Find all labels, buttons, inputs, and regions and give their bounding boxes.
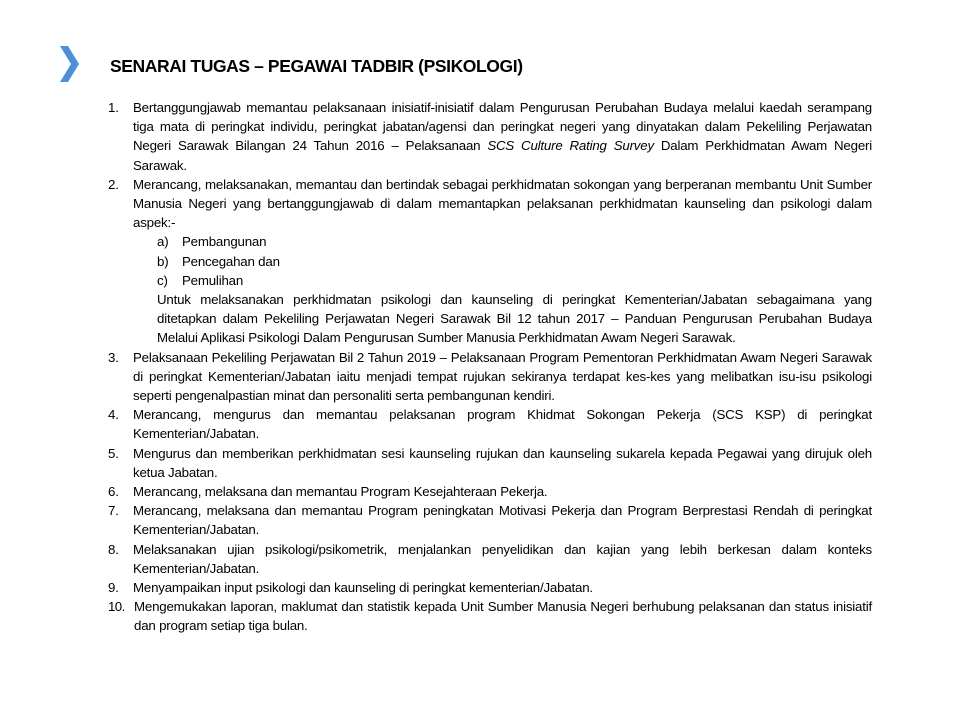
item-number: 2. xyxy=(108,176,119,192)
sub-item-label: a) xyxy=(157,234,169,250)
item-text xyxy=(133,175,872,348)
item-number: 3. xyxy=(108,349,119,365)
item-text-part: Bertanggungjawab memantau pelaksanaan inisiatif-inisiatif dalam Pengurusan Perubahan Budaya melalui kaedah serampang tiga mata di peringkat individu, peringkat jabatan/agensi dan peringkat negeri yang dinyatakan dalam Pekeliling Perjawatan Negeri Sarawak Bilangan 24 Tahun 2016 – Pelaksanaan xyxy=(133,100,872,154)
sub-item-text: Pencegahan dan xyxy=(182,253,280,269)
sub-item xyxy=(157,232,872,251)
list-item xyxy=(108,578,872,597)
item-number: 9. xyxy=(108,580,119,596)
item-number: 5. xyxy=(108,445,119,461)
item-number: 4. xyxy=(108,407,119,423)
page-title: SENARAI TUGAS – PEGAWAI TADBIR (PSIKOLOGI) xyxy=(110,56,523,76)
item-number: 8. xyxy=(108,541,119,557)
item-text-part: Dalam Perkhidmatan Awam Negeri Sarawak. xyxy=(133,138,873,173)
sub-item xyxy=(157,252,872,271)
item-text xyxy=(133,98,872,175)
sub-item-label: c) xyxy=(157,272,168,288)
item-text: Merancang, melaksana dan memantau Program peningkatan Motivasi Pekerja dan Program Berprestasi Rendah di peringkat Kementerian/Jabatan. xyxy=(133,503,872,538)
item-text: Pelaksanaan Pekeliling Perjawatan Bil 2 Tahun 2019 – Pelaksanaan Program Pementoran Perkhidmatan Awam Negeri Sarawak di peringkat Kementerian/Jabatan iaitu menjadi tempat rujukan sekiranya terdapat kes-kes yang melibatkan isu-isu psikologi seperti pengenalpastian minat dan personaliti serta pembangunan kendiri. xyxy=(133,349,872,404)
item-number: 10. xyxy=(108,599,125,615)
item-paragraph: Untuk melaksanakan perkhidmatan psikologi dan kaunseling di peringkat Kementerian/Jabatan sebagaimana yang ditetapkan dalam Pekeliling Perjawatan Negeri Sarawak Bil 12 tahun 2017 – Panduan Pengurusan Perubahan Budaya Melalui Aplikasi Psikologi Dalam Pengurusan Sumber Manusia Perkhidmatan Awam Negeri Sarawak. xyxy=(157,292,872,346)
list-item xyxy=(108,98,872,175)
item-intro: Merancang, melaksanakan, memantau dan bertindak sebagai perkhidmatan sokongan yang berperanan membantu Unit Sumber Manusia Negeri yang bertanggungjawab di dalam memantapkan pelaksanan perkhidmatan kaunseling dan psikologi dalam aspek:- xyxy=(133,176,872,231)
sub-item xyxy=(157,271,872,290)
item-text-italic: SCS Culture Rating Survey xyxy=(487,138,654,154)
item-number: 6. xyxy=(108,484,119,500)
list-item xyxy=(108,444,872,482)
item-number: 7. xyxy=(108,503,119,519)
list-item xyxy=(108,405,872,443)
list-item xyxy=(108,597,872,635)
item-text: Menyampaikan input psikologi dan kaunseling di peringkat kementerian/Jabatan. xyxy=(133,580,593,596)
item-text: Merancang, mengurus dan memantau pelaksanan program Khidmat Sokongan Pekerja (SCS KSP) di peringkat Kementerian/Jabatan. xyxy=(133,407,872,442)
list-item xyxy=(108,501,872,539)
item-text: Melaksanakan ujian psikologi/psikometrik, menjalankan penyelidikan dan kajian yang lebih berkesan dalam konteks Kementerian/Jabatan. xyxy=(133,541,872,576)
list-item xyxy=(108,540,872,578)
list-item xyxy=(108,175,872,348)
item-number: 1. xyxy=(108,100,119,115)
item-text: Merancang, melaksana dan memantau Program Kesejahteraan Pekerja. xyxy=(133,484,548,500)
item-text: Mengemukakan laporan, maklumat dan statistik kepada Unit Sumber Manusia Negeri berhubung pelaksanan dan status inisiatif dan program setiap tiga bulan. xyxy=(134,599,872,634)
sub-item-label: b) xyxy=(157,253,169,269)
duty-list xyxy=(108,98,872,636)
list-item xyxy=(108,482,872,501)
list-item xyxy=(108,348,872,406)
item-text: Mengurus dan memberikan perkhidmatan sesi kaunseling rujukan dan kaunseling sukarela kepada Pegawai yang dirujuk oleh ketua Jabatan. xyxy=(133,445,872,480)
chevron-right-icon xyxy=(60,44,80,84)
sub-item-text: Pemulihan xyxy=(182,272,244,288)
sub-item-text: Pembangunan xyxy=(182,234,267,250)
